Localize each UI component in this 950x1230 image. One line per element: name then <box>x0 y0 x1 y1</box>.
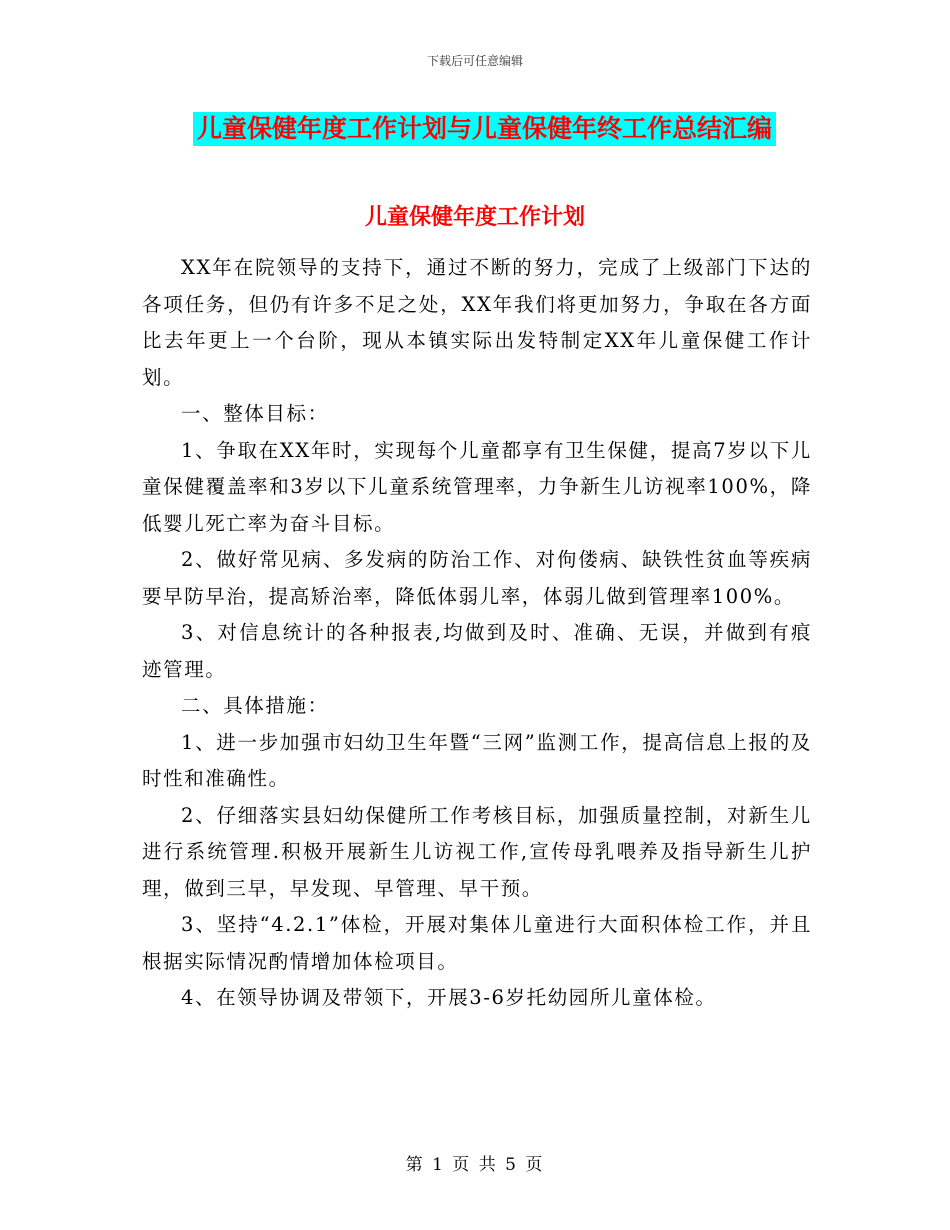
section-title: 儿童保健年度工作计划 <box>364 204 585 230</box>
heading-overall-goals: 一、整体目标： <box>181 402 329 425</box>
paragraph-goal-3: 3、对信息统计的各种报表,均做到及时、准确、无误，并做到有痕迹管理。 <box>142 621 812 681</box>
paragraph-intro: XX年在院领导的支持下，通过不断的努力，完成了上级部门下达的各项任务，但仍有许多不足之处，XX年我们将更加努力，争取在各方面比去年更上一个台阶，现从本镇实际出发特制定XX年儿童保健工作计划。 <box>142 256 812 389</box>
paragraph-measure-1: 1、进一步加强市妇幼卫生年暨“三网”监测工作，提高信息上报的及时性和准确性。 <box>142 730 812 790</box>
paragraph-measure-4: 4、在领导协调及带领下，开展3-6岁托幼园所儿童体检。 <box>181 986 717 1009</box>
paragraph-goal-1: 1、争取在XX年时，实现每个儿童都享有卫生保健，提高7岁以下儿童保健覆盖率和3岁以下儿童系统管理率，力争新生儿访视率100%，降低婴儿死亡率为奋斗目标。 <box>142 438 812 535</box>
paragraph-measure-2: 2、仔细落实县妇幼保健所工作考核目标，加强质量控制，对新生儿进行系统管理.积极开展新生儿访视工作,宣传母乳喂养及指导新生儿护理，做到三早，早发现、早管理、早干预。 <box>142 803 812 900</box>
heading-specific-measures: 二、具体措施： <box>181 694 329 717</box>
page-footer: 第 1 页 共 5 页 <box>405 1155 545 1175</box>
paragraph-measure-3: 3、坚持“4.2.1”体检，开展对集体儿童进行大面积体检工作，并且根据实际情况酌情增加体检项目。 <box>142 913 812 973</box>
paragraph-goal-2: 2、做好常见病、多发病的防治工作、对佝偻病、缺铁性贫血等疾病要早防早治，提高矫治率，降低体弱儿率，体弱儿做到管理率100%。 <box>142 548 812 608</box>
document-body <box>142 250 812 1017</box>
document-main-title: 儿童保健年度工作计划与儿童保健年终工作总结汇编 <box>193 112 776 146</box>
header-note: 下载后可任意编辑 <box>426 54 523 68</box>
